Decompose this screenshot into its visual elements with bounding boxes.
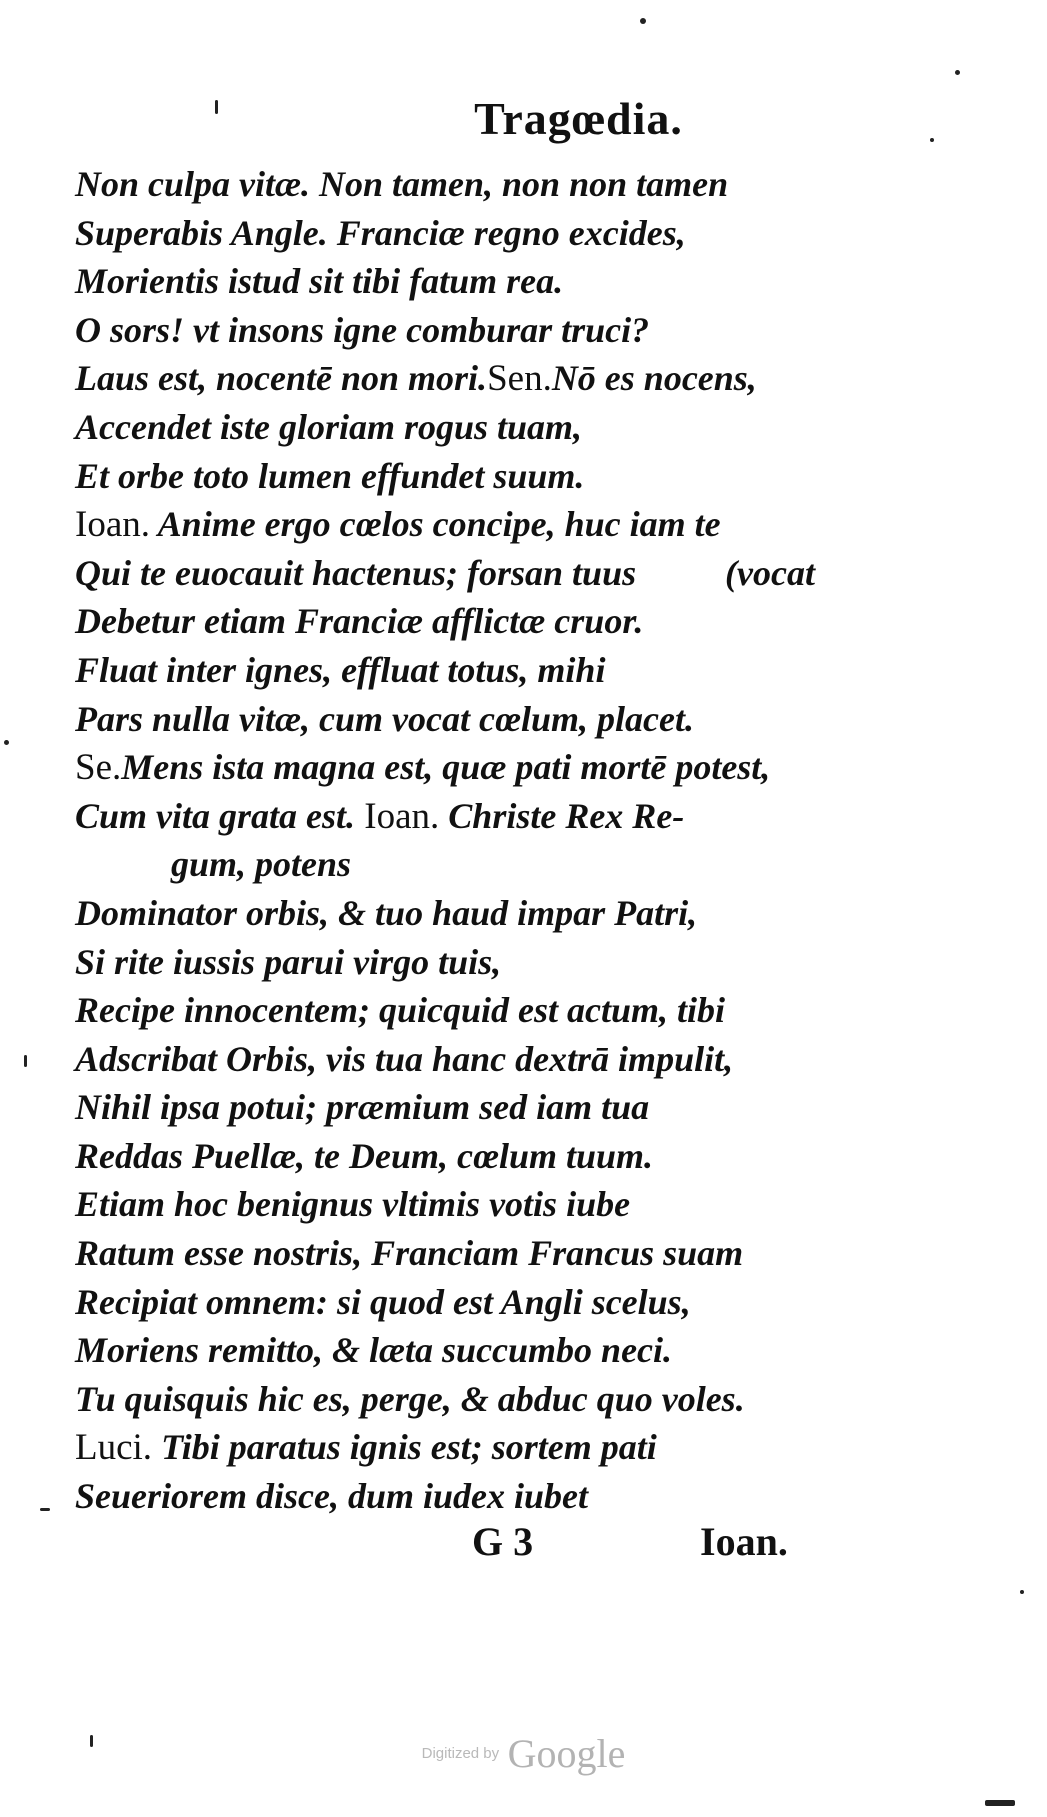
verse-line [75, 1180, 815, 1229]
verse-line [75, 840, 815, 889]
verse-text: Pars nulla vitæ, cum vocat cœlum, placet. [75, 698, 694, 739]
digitized-prefix: Digitized by [421, 1745, 500, 1762]
catchword: Ioan. [700, 1519, 788, 1564]
digitized-watermark [0, 1730, 1047, 1777]
verse-text: Si rite iussis parui virgo tuis, [75, 941, 502, 982]
verse-text: Recipe innocentem; quicquid est actum, tibi [75, 990, 725, 1031]
verse-text: Fluat inter ignes, effluat totus, mihi [75, 649, 606, 690]
scan-speck [4, 740, 9, 745]
verse-text: Tu quisquis hic es, perge, & abduc quo voles. [75, 1378, 745, 1419]
verse-text: Qui te euocauit hactenus; forsan tuus [75, 552, 637, 593]
verse-text: Nō es nocens, [551, 358, 757, 399]
speaker-name: Se. [75, 747, 122, 789]
verse-line [75, 1375, 815, 1424]
scan-speck [40, 1508, 50, 1511]
verse-text-block [75, 160, 815, 1521]
verse-text: Non culpa vitæ. Non tamen, non non tamen [75, 164, 729, 204]
verse-line [75, 1035, 815, 1084]
scan-speck [930, 138, 934, 142]
verse-text: Accendet iste gloriam rogus tuam, [75, 406, 583, 447]
verse-text: Dominator orbis, & tuo haud impar Patri, [75, 892, 698, 933]
scan-speck [24, 1055, 27, 1067]
speaker-name: Ioan. [75, 504, 150, 546]
verse-line [75, 160, 815, 209]
verse-text: Debetur etiam Franciæ afflictæ cruor. [75, 601, 644, 642]
speaker-name: Ioan. [355, 795, 440, 837]
verse-line [75, 597, 815, 646]
running-head: Tragœdia. [474, 93, 683, 144]
verse-line [75, 354, 815, 403]
verse-line [75, 743, 815, 792]
speaker-name: Sen. [487, 358, 552, 400]
verse-text: Christe Rex Re- [439, 795, 685, 836]
verse-text: Reddas Puellæ, te Deum, cœlum tuum. [75, 1135, 654, 1176]
verse-text: Seueriorem disce, dum iudex iubet [75, 1476, 588, 1517]
verse-line [75, 306, 815, 355]
scan-speck [215, 100, 218, 114]
verse-text: Tibi paratus ignis est; sortem pati [152, 1427, 657, 1468]
verse-line [75, 257, 815, 306]
scan-speck [1020, 1590, 1024, 1594]
scan-speck [985, 1800, 1015, 1806]
verse-line [75, 500, 815, 549]
verse-line [75, 889, 815, 938]
verse-line [75, 403, 815, 452]
verse-line [75, 1423, 815, 1472]
verse-text: Nihil ipsa potui; præmium sed iam tua [75, 1087, 650, 1128]
verse-line [75, 209, 815, 258]
verse-text: Et orbe toto lumen effundet suum. [75, 455, 585, 496]
speaker-name: Luci. [75, 1427, 153, 1469]
verse-line [75, 1472, 815, 1521]
scan-speck [955, 70, 960, 75]
verse-line [75, 792, 815, 841]
verse-line [75, 938, 815, 987]
verse-line [75, 1326, 815, 1375]
verse-line [75, 1083, 815, 1132]
verse-text: O sors! vt insons igne comburar truci? [75, 309, 650, 350]
verse-overflow: (vocat [725, 552, 815, 593]
verse-line [75, 549, 815, 598]
verse-text: Morientis istud sit tibi fatum rea. [75, 261, 564, 302]
verse-text: Cum vita grata est. [75, 795, 356, 836]
verse-line [75, 646, 815, 695]
verse-line [75, 695, 815, 744]
verse-text: Superabis Angle. Franciæ regno excides, [75, 212, 686, 253]
verse-line [75, 1278, 815, 1327]
verse-line [75, 1132, 815, 1181]
verse-text: Anime ergo cœlos concipe, huc iam te [150, 504, 721, 545]
verse-line [75, 452, 815, 501]
verse-line [75, 1229, 815, 1278]
scan-speck [640, 18, 646, 24]
verse-text: Recipiat omnem: si quod est Angli scelus, [75, 1281, 691, 1322]
verse-line [75, 986, 815, 1035]
signature-mark: G 3 [472, 1519, 534, 1564]
verse-text: Adscribat Orbis, vis tua hanc dextrā impulit, [75, 1038, 734, 1079]
verse-text: gum, potens [171, 844, 352, 885]
verse-text: Laus est, nocentē non mori. [75, 358, 488, 399]
verse-text: Moriens remitto, & læta succumbo neci. [75, 1330, 673, 1371]
verse-text: Etiam hoc benignus vltimis votis iube [75, 1184, 631, 1225]
verse-text: Mens ista magna est, quæ pati mortē potest, [121, 747, 771, 788]
google-logo: Google [507, 1731, 626, 1776]
verse-text: Ratum esse nostris, Franciam Francus suam [75, 1233, 744, 1274]
scan-speck [90, 1735, 93, 1747]
